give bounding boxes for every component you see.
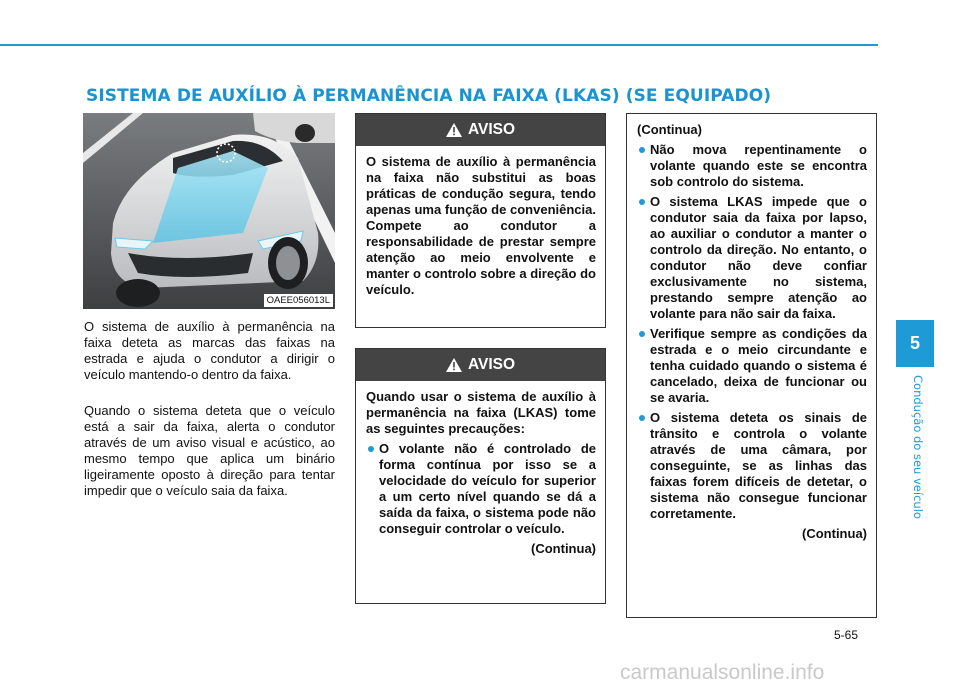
continuation-header: (Continua) [637, 122, 702, 137]
warning-box-1 [355, 113, 606, 328]
continued-label: (Continua) [802, 526, 867, 541]
warning-continuation-box [626, 113, 877, 618]
continuation-bullet: O sistema LKAS impede que o condutor saia da faixa por lapso, ao auxiliar o condutor a manter o controlo da direção. No entanto, o condutor não deve confiar exclusivamente no sistema, prestando sempre atenção ao volante para não sair da faixa. [637, 194, 867, 322]
body-paragraph-1: O sistema de auxílio à permanência na faixa deteta as marcas das faixas na estrada e ajuda o condutor a dirigir o veículo mantendo-o dentro da faixa. [84, 319, 335, 382]
section-title: SISTEMA DE AUXÍLIO À PERMANÊNCIA NA FAIXA (LKAS) (SE EQUIPADO) [86, 86, 772, 106]
figure-code: OAEE056013L [264, 294, 333, 307]
car-camera-drawing [83, 113, 335, 309]
chapter-label: Condução do seu veículo [911, 375, 925, 519]
lkas-car-illustration [83, 113, 335, 309]
warning-bullet: O volante não é controlado de forma contínua por isso se a velocidade do veículo for superior a um certo nível quando se dá a saída da faixa, o sistema pode não conseguir controlar o veículo. [366, 441, 596, 537]
warning-text: O sistema de auxílio à permanência na faixa não substitui as boas práticas de condução segura, tendo apenas uma função de conveniência. Compete ao condutor a responsabilidade de prestar sempre atenção ao meio envolvente e manter o controlo sobre a direção do veículo. [366, 154, 596, 297]
warning-icon [446, 358, 462, 372]
warning-box-2 [355, 348, 606, 604]
warning-intro: Quando usar o sistema de auxílio à permanência na faixa (LKAS) tome as seguintes precauções: [366, 389, 596, 436]
page-number: 5-65 [834, 628, 859, 642]
warning-header [356, 114, 605, 146]
continued-label: (Continua) [531, 541, 596, 556]
chapter-tab: 5 [896, 320, 934, 367]
warning-header [356, 349, 605, 381]
continuation-bullet: O sistema deteta os sinais de trânsito e controla o volante através de uma câmara, por conseguinte, se as linhas das faixas forem difíceis de detetar, o sistema não consegue funcionar corretamente. [637, 410, 867, 522]
warning-title: AVISO [467, 356, 516, 373]
continuation-bullet: Não mova repentinamente o volante quando este se encontra sob controlo do sistema. [637, 142, 867, 190]
warning-icon [446, 123, 462, 137]
body-paragraph-2: Quando o sistema deteta que o veículo está a sair da faixa, alerta o condutor através de um aviso visual e acústico, ao mesmo tempo que aplica um binário ligeiramente oposto à direção para tentar impedir que o veículo saia da faixa. [84, 403, 335, 498]
warning-title: AVISO [467, 121, 516, 138]
continuation-bullet: Verifique sempre as condições da estrada e o meio circundante e tenha cuidado quando o sistema é cancelado, deixa de funcionar ou se avaria. [637, 326, 867, 406]
top-rule [0, 44, 878, 46]
watermark: carmanualsonline.info [620, 661, 825, 684]
